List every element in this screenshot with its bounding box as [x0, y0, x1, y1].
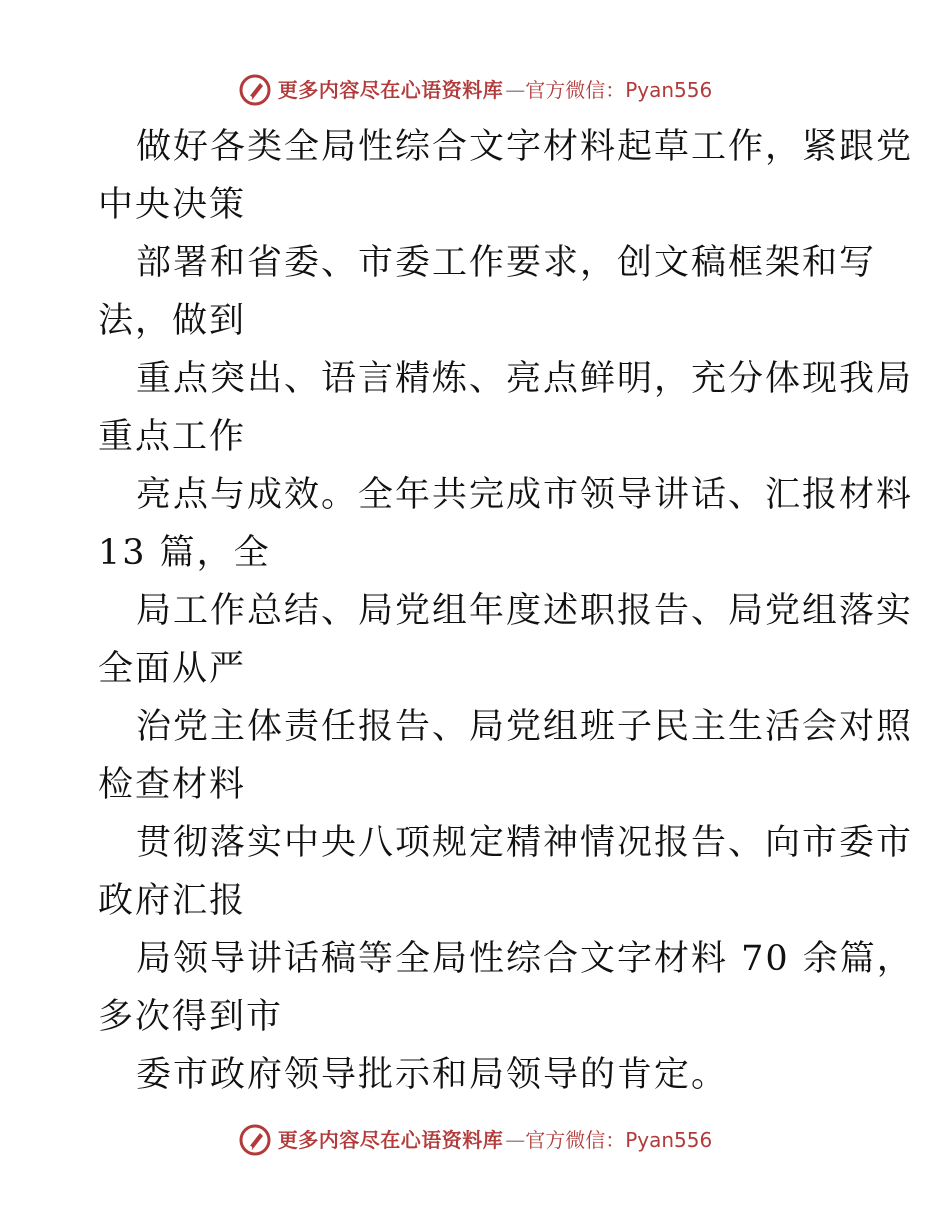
- body-line: 做好各类全局性综合文字材料起草工作，紧跟党: [136, 127, 914, 167]
- body-line: 多次得到市: [98, 997, 284, 1037]
- watermark-brand: 更多内容尽在心语资料库: [277, 78, 504, 102]
- header-watermark: [0, 70, 950, 110]
- body-line: 治党主体责任报告、局党组班子民主生活会对照: [136, 707, 914, 747]
- watermark-separator: —: [505, 78, 526, 102]
- watermark-separator: —: [505, 1128, 526, 1152]
- watermark-brand: 更多内容尽在心语资料库: [277, 1128, 504, 1152]
- body-line: 中央决策: [98, 185, 247, 225]
- body-line: 局领导讲话稿等全局性综合文字材料 70 余篇，: [136, 939, 914, 979]
- body-line: 重点突出、语言精炼、亮点鲜明，充分体现我局: [136, 359, 914, 399]
- body-line: 检查材料: [98, 765, 247, 805]
- body-line: 贯彻落实中央八项规定精神情况报告、向市委市: [136, 823, 914, 863]
- body-line: 13 篇，全: [98, 533, 271, 573]
- body-line: 重点工作: [98, 417, 247, 457]
- pen-nib-logo-icon: [238, 73, 272, 107]
- body-line: 部署和省委、市委工作要求，创文稿框架和写: [136, 243, 877, 283]
- body-line: 政府汇报: [98, 881, 247, 921]
- body-line: 亮点与成效。全年共完成市领导讲话、汇报材料: [136, 475, 914, 515]
- pen-nib-logo-icon: [238, 1123, 272, 1157]
- watermark-text: [278, 80, 713, 100]
- watermark-text: [278, 1130, 713, 1150]
- watermark-contact: 官方微信：Pyan556: [525, 1128, 713, 1152]
- body-line: 法，做到: [98, 301, 247, 341]
- watermark-contact: 官方微信：Pyan556: [525, 78, 713, 102]
- body-line: 委市政府领导批示和局领导的肯定。: [136, 1055, 729, 1095]
- body-line: 局工作总结、局党组年度述职报告、局党组落实: [136, 591, 914, 631]
- body-line: 全面从严: [98, 649, 247, 689]
- footer-watermark: [0, 1120, 950, 1160]
